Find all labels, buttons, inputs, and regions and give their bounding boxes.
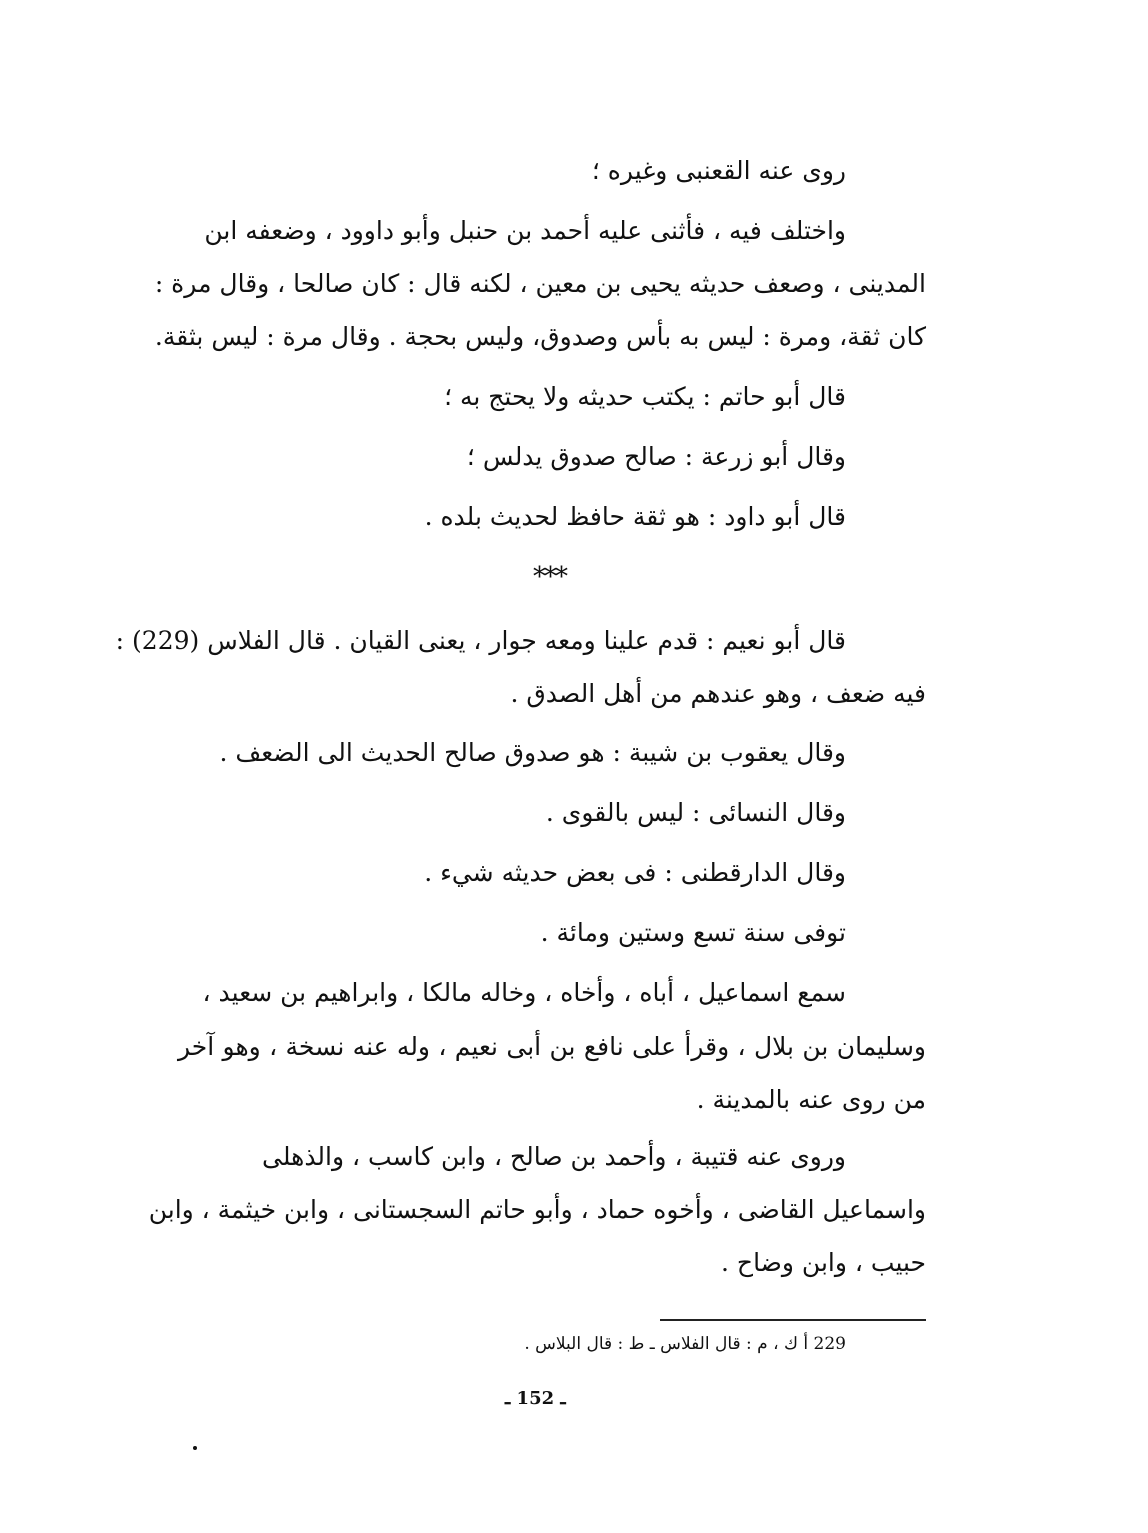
text-line-14: سمع اسماعيل ، أباه ، وأخاه ، وخاله مالكا ، وابراهيم بن سعيد ، bbox=[202, 978, 846, 1007]
footnote: 229 أ ك ، م : قال الفلاس ـ ط : قال البلاس . bbox=[524, 1334, 846, 1354]
text-line-10: وقال يعقوب بن شيبة : هو صدوق صالح الحديث الى الضعف . bbox=[219, 738, 846, 767]
text-line-15: وسليمان بن بلال ، وقرأ على نافع بن أبى نعيم ، وله عنه نسخة ، وهو آخر bbox=[178, 1032, 926, 1061]
text-line-13: توفى سنة تسع وستين ومائة . bbox=[540, 918, 846, 947]
text-line-7: قال أبو داود : هو ثقة حافظ لحديث بلده . bbox=[424, 502, 846, 531]
text-line-5: قال أبو حاتم : يكتب حديثه ولا يحتج به ؛ bbox=[444, 382, 846, 411]
text-line-6: وقال أبو زرعة : صالح صدوق يدلس ؛ bbox=[466, 442, 846, 471]
section-separator: *** bbox=[533, 562, 566, 592]
text-line-1: روى عنه القعنبى وغيره ؛ bbox=[591, 156, 846, 185]
text-line-19: حبيب ، وابن وضاح . bbox=[721, 1248, 926, 1277]
footnote-rule bbox=[660, 1319, 926, 1321]
text-line-8: قال أبو نعيم : قدم علينا ومعه جوار ، يعنى القيان . قال الفلاس (229) : bbox=[115, 626, 846, 655]
ink-speck bbox=[193, 1446, 197, 1450]
text-line-12: وقال الدارقطنى : فى بعض حديثه شيء . bbox=[424, 858, 846, 887]
page-number: ـ 152 ـ bbox=[505, 1388, 566, 1409]
text-line-18: واسماعيل القاضى ، وأخوه حماد ، وأبو حاتم السجستانى ، وابن خيثمة ، وابن bbox=[148, 1195, 926, 1224]
text-line-11: وقال النسائى : ليس بالقوى . bbox=[545, 798, 846, 827]
text-line-17: وروى عنه قتيبة ، وأحمد بن صالح ، وابن كاسب ، والذهلى bbox=[262, 1142, 846, 1171]
text-line-4: كان ثقة، ومرة : ليس به بأس وصدوق، وليس بحجة . وقال مرة : ليس بثقة. bbox=[154, 322, 926, 351]
text-line-9: فيه ضعف ، وهو عندهم من أهل الصدق . bbox=[510, 679, 926, 708]
text-line-2: واختلف فيه ، فأثنى عليه أحمد بن حنبل وأبو داوود ، وضعفه ابن bbox=[204, 216, 846, 245]
text-line-3: المدينى ، وصعف حديثه يحيى بن معين ، لكنه قال : كان صالحا ، وقال مرة : bbox=[154, 269, 926, 298]
text-line-16: من روى عنه بالمدينة . bbox=[696, 1085, 926, 1114]
